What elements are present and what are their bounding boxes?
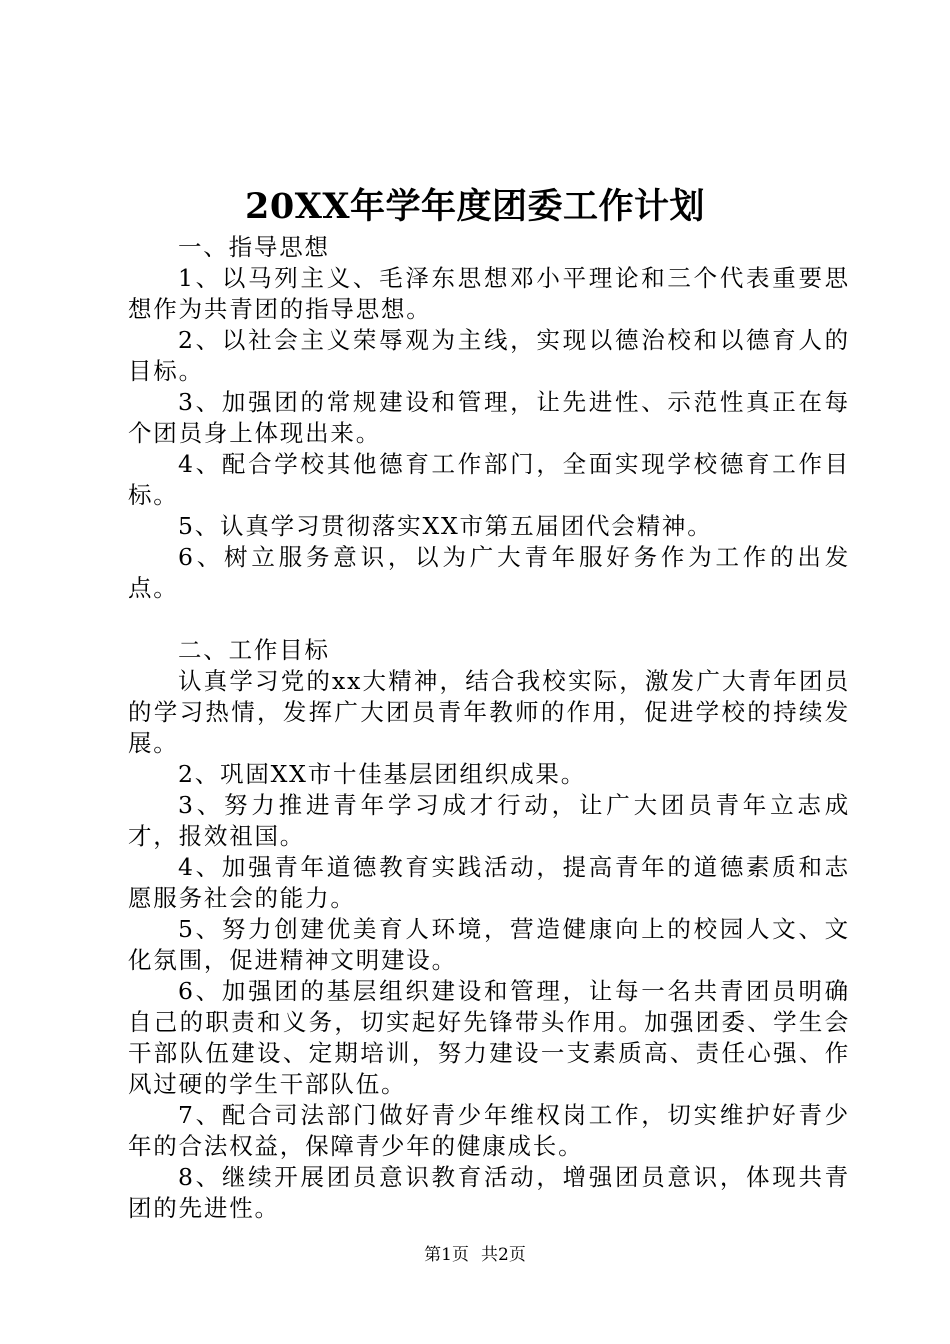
goal-item: 2、巩固XX市十佳基层团组织成果。 — [178, 760, 587, 788]
goal-item: 3、努力推进青年学习成才行动，让广大团员青年立志成才，报效祖国。 — [128, 791, 850, 850]
guiding-item: 1、以马列主义、毛泽东思想邓小平理论和三个代表重要思想作为共青团的指导思想。 — [128, 264, 850, 323]
paragraph-spacer — [128, 604, 850, 635]
document-body — [128, 232, 850, 1224]
goal-item: 5、努力创建优美育人环境，营造健康向上的校园人文、文化氛围，促进精神文明建设。 — [128, 915, 850, 974]
guiding-item: 3、加强团的常规建设和管理，让先进性、示范性真正在每个团员身上体现出来。 — [128, 388, 850, 447]
page-total: 共2页 — [481, 1245, 526, 1265]
goal-item: 8、继续开展团员意识教育活动，增强团员意识，体现共青团的先进性。 — [128, 1163, 850, 1222]
document-title: 20XX年学年度团委工作计划 — [244, 186, 706, 227]
section-heading-guiding-ideology: 一、指导思想 — [178, 233, 330, 261]
guiding-item: 5、认真学习贯彻落实XX市第五届团代会精神。 — [178, 512, 713, 540]
guiding-item: 6、树立服务意识，以为广大青年服好务作为工作的出发点。 — [128, 543, 850, 602]
section-heading-work-goals: 二、工作目标 — [178, 636, 330, 664]
goal-item: 4、加强青年道德教育实践活动，提高青年的道德素质和志愿服务社会的能力。 — [128, 853, 850, 912]
goal-item: 7、配合司法部门做好青少年维权岗工作，切实维护好青少年的合法权益，保障青少年的健康成长。 — [128, 1101, 850, 1160]
guiding-item: 2、以社会主义荣辱观为主线，实现以德治校和以德育人的目标。 — [128, 326, 850, 385]
guiding-item: 4、配合学校其他德育工作部门，全面实现学校德育工作目标。 — [128, 450, 850, 509]
page-number: 第1页 — [424, 1245, 469, 1265]
goal-item: 6、加强团的基层组织建设和管理，让每一名共青团员明确自己的职责和义务，切实起好先锋带头作用。加强团委、学生会干部队伍建设、定期培训，努力建设一支素质高、责任心强、作风过硬的学生干部队伍。 — [128, 977, 850, 1098]
page-footer — [0, 1245, 950, 1265]
goals-intro: 认真学习党的xx大精神，结合我校实际，激发广大青年团员的学习热情，发挥广大团员青年教师的作用，促进学校的持续发展。 — [128, 667, 850, 757]
